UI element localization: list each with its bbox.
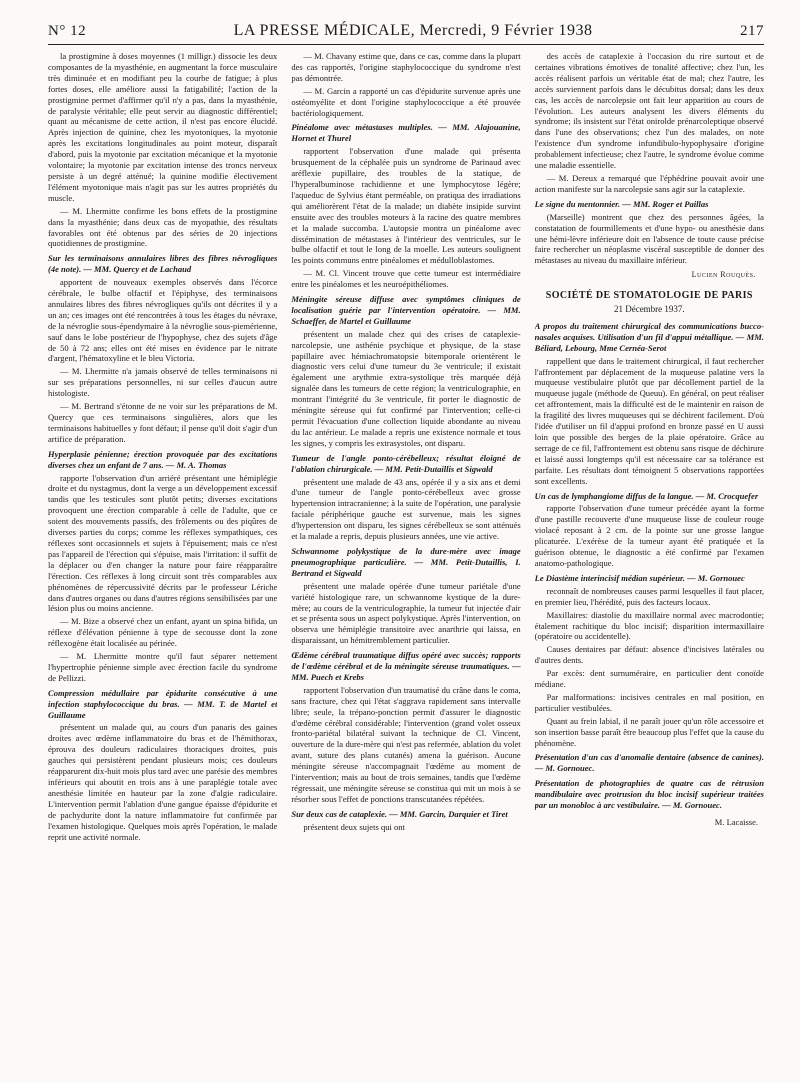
article-heading: Compression médullaire par épidurite consécutive à une infection staphylococcique du bras. — MM. T. de Martel et Guillaume (48, 687, 278, 720)
paragraph: — M. Cl. Vincent trouve que cette tumeur est intermédiaire entre les pinéalomes et les neuroépithéliomes. (291, 268, 521, 290)
page-header (48, 22, 764, 45)
paragraph: Par excès: dent surnuméraire, en particulier dent conoïde médiane. (534, 668, 764, 690)
article-heading: Le Diastème interincisif médian supérieur. — M. Gornouec (534, 572, 745, 583)
column-3 (535, 51, 764, 1081)
author-signature: Lucien Rouquès. (691, 270, 756, 280)
paragraph: — M. Dereux a remarqué que l'éphédrine pouvait avoir une action manifeste sur la narcolepsie sans agir sur la cataplexie. (534, 172, 764, 194)
paragraph: — M. Lhermitte n'a jamais observé de telles terminaisons ni sur ses préparations personnelles, ni sur celles d'aucun autre histologiste. (48, 366, 278, 399)
article-heading: Schwannome polykystique de la dure-mère avec image pneumographique particulière. — MM. Petit-Dutaillis, I. Bertrand et Sigwald (291, 545, 521, 578)
paragraph: reconnaît de nombreuses causes parmi lesquelles il faut placer, en premier lieu, l'hérédité, puis des facteurs locaux. (534, 585, 764, 607)
paragraph: des accès de cataplexie à l'occasion du rire surtout et de certaines vibrations émotives de tonalité affective; chez l'un, les accès réalisent parfois un véritable état de mal; chez l'autre, les accès surviennent parfois dans le décubitus dorsal; dans les deux cas, les accès de narcolepsie ont fait leur apparition au cours de l'évolution. Les auteurs analysent les divers éléments du syndrome; ils insistent sur l'état onirolde prénarcoleptique observé dans l'une des observations; chez l'un des malades, on note l'existence d'un syndrome infundibulo-hypophysaire d'origine probablement infectieuse; chez l'autre, le syndrome évolue comme une maladie essentielle. (534, 51, 764, 171)
paragraph: apportent de nouveaux exemples observés dans l'écorce cérébrale, le bulbe olfactif et l'épiphyse, des terminaisons annulaires libres des fibres névrogliques qu'ils ont décrites il y a un an; ces images ont été rencontrées à tous les étages du névraxe, de la névroglie sous-épendymaire à la névroglie sous-piemérienne, sauf dans le lobe postérieur de l'hypophyse, chez des sujets d'âge de 50 à 72 ans; elles ont été mises en évidence par le nitrate d'argent, l'hématoxyline et le bleu Victoria. (48, 277, 278, 364)
page-number: 217 (739, 23, 764, 39)
paragraph: la prostigmine à doses moyennes (1 milligr.) dissocie les deux composantes de la myasthénie, en augmentant la force musculaire très diminuée et en modifiant peu la courbe de fatigue; à plus fortes doses, elle améliore aussi la fatigabilité; l'action de la prostigmine permet d'affirmer qu'il n'y a pas, dans la myasthénie, de paralysie véritable; elle peut servir au diagnostic différentiel; quant au mécanisme de cette action, il n'est pas encore élucidé. Après injection de quinine, chez les myotoniques, la myotonie après les excitations longitudinales au point moteur, disparaît d'abord, puis la myotonie par excitation mécanique et la myotonie volontaire; la myotonie par excitation intense des troncs nerveux persiste à un degré atténué; la quinine modifie électivement l'élément myotonique mais n'agit pas sur les autres propriétés du muscle. (48, 51, 278, 203)
section-title: SOCIÉTÉ DE STOMATOLOGIE DE PARIS (545, 290, 753, 302)
article-heading: Présentation d'un cas d'anomalie dentaire (absence de canines). — M. Gornouec. (534, 752, 764, 774)
paragraph: — M. Lhermitte montre qu'il faut séparer nettement l'hypertrophie pénienne simple avec érection facile du syndrome de Pellizzi. (48, 651, 278, 683)
column-2 (291, 51, 520, 1081)
paragraph: rapporte l'observation d'un arriéré présentant une hémiplégie droite et du nystagmus, dont la verge a un développement excessif tandis que les testicules sont plutôt petits; diverses excitations provoquent une érection comparable à celle de l'adulte, que ce soient des mouvements passifs, des frôlements ou des piqûres de diverses parties du corps; comme les réflexes sympathiques, ces réflexes sont occasionnels et sujets à l'épuisement; mais ce n'est pas l'appareil de l'érection qui s'épuise, mais l'irritation: il suffit de la déplacer ou d'en changer la nature pour faire réapparaître l'érection. Ces réflexes à long circuit sont très comparables aux phénomènes de répercussivité décrits par le professeur Lériche dans d'autres organes ou dans d'autres régions sensibilisées par une lésion plus ou moins ancienne. (48, 472, 278, 614)
paragraph: Maxillaires: diastolie du maxillaire normal avec macrodontie; étalement rachitique du bloc incisif; disparition intermaxillaire (opératoire ou accidentelle). (534, 609, 764, 642)
issue-number: N° 12 (48, 23, 87, 39)
paragraph: rappellent que dans le traitement chirurgical, il faut rechercher l'affrontement par déplacement de la muqueuse palatine vers la muqueuse vestibulaire plutôt que par décollement partiel de la muqueuse jugale (méthode de Queuu). En général, on peut réaliser cet affrontement, mais la difficulté est de le maintenir en raison de la fragilité des livres muqueuses qui se déchirent facilement. D'où l'idée d'utiliser un fil d'appui profond en bronze passé en U aussi loin que possible des berges de la plaie opératoire. Grâce au serrage de ce fil, l'affrontement est obtenu sans risque de déchirure et laissé aussi longtemps qu'il est nécessaire car sa tolérance est parfaite. Les résultats dont témoignent 5 observations rapportées sont excellents. (534, 355, 764, 486)
paragraph: rapportent l'observation d'une malade qui présenta brusquement de la céphalée puis un syndrome de Parinaud avec aréflexie pupillaire, des troubles de la statique, de l'hyperalbuminose rachidienne et une lymphocytose légère; l'aqueduc de Sylvius étant perméable, on pratiqua des irradiations qui améliorèrent l'état de la malade; un diabète insipide survint ensuite avec des troubles moteurs à la racine des quatre membres et la malade succomba. L'autopsie montra un pinéalome avec dissémination de métastases à l'intérieur des ventricules, sur le bulbe olfactif et tout le long de la moelle. Les auteurs soulignent les points communs entre pinéalomes et médulloblastomes. (291, 146, 521, 266)
paragraph: — M. Lhermitte confirme les bons effets de la prostigmine dans la myasthénie; dans deux cas de myopathie, des résultats favorables ont été obtenus par des séries de 20 injections quotidiennes de prostigmine. (48, 205, 278, 249)
paragraph: — M. Garcin a rapporté un cas d'épidurite survenue après une ostéomyélite et dont l'origine staphylococcique a été prouvée bactériologiquement. (291, 85, 521, 118)
paragraph: présentent deux sujets qui ont (303, 821, 405, 832)
paragraph: (Marseille) montrent que chez des personnes âgées, la constatation de fourmillements et d'une hypo- ou anesthésie dans une hémi-lèvre inférieure doit en l'absence de toute cause précise faire rechercher un néoplasme viscéral susceptible de donner des métastases au niveau du maxillaire inférieur. (534, 211, 764, 266)
paragraph: présentent un malade qui, au cours d'un panaris des gaines droites avec œdème inflammatoire du bras et de l'hémithorax, éprouva des douleurs radiculaires thoraciques droites, puis gauches qui persistèrent pendant plusieurs mois; ces douleurs réapparurent dix-huit mois plus tard avec une parésie des membres inférieurs qui aboutit en trois ans à une paraplégie totale avec anesthésie limitée en hauteur par la zone d'algie radiculaire. L'intervention permit l'ablation d'une gangue épaisse d'épidurite et de pachydurite dont la nature inflammatoire fut confirmée par l'examen histologique. Quelques mois après l'opération, le malade reprit une activité normale. (48, 722, 278, 842)
paragraph: rapportent l'observation d'un traumatisé du crâne dans le coma, sans fracture, chez qui l'état s'aggrava rapidement sans intervalle libre; seule, la trépano-ponction permit d'assurer le diagnostic d'œdème cérébral considérable; l'intervention (grand volet osseux fronto-pariétal bilatéral suivant la technique de Cl. Vincent, ouverture de la dure-mère qui n'est pas refermée, ablation du volet avant, suture des plans cutanés) amena la guérison. Aucune méningite séreuse n'accompagnait l'œdème au moment de l'intervention; mais au bout de trois semaines, tandis que l'œdème régressait, une méningite séreuse se constitua qui mit un mois à se résorber sous l'effet de ponctions transcutanées répétées. (291, 684, 521, 804)
publication-title: LA PRESSE MÉDICALE, Mercredi, 9 Février 1938 (233, 22, 593, 39)
article-heading: Sur deux cas de cataplexie. — MM. Garcin, Darquier et Tiret (291, 808, 508, 819)
article-heading: Œdème cérébral traumatique diffus opéré avec succès; rapports de l'œdème cérébral et de la méningite séreuse traumatiques. — MM. Puech et Krebs (291, 650, 521, 682)
paragraph: Par malformations: incisives centrales en mal position, en particulier vestibulées. (534, 691, 764, 713)
paragraph: — M. Bize a observé chez un enfant, ayant un spina bifida, un réflexe d'élévation pénienne à type de secousse dont la zone réflexogène était localisée au périnée. (48, 616, 278, 649)
paragraph: présentent une malade de 43 ans, opérée il y a six ans et demi d'une tumeur de l'angle ponto-cérébelleux avec grosse hypertension intracranienne; à la suite de l'opération, une paralysie faciale périphérique gauche est survenue, mais les signes d'hypertension ont disparu, les signes cérébelleux se sont atténués et la malade a repris, depuis plusieurs années, une vie active. (291, 476, 521, 542)
section-date: 21 Décembre 1937. (613, 304, 685, 315)
author-signature: M. Lacaisse. (714, 817, 758, 827)
paragraph: présentent un malade chez qui des crises de cataplexie-narcolepsie, une asthénie psychique et physique, de la stase papillaire avec hémiachromatopsie bitemporale orientèrent le diagnostic vers celui d'une tumeur du 3e ventricule; il existait également une arythmie extra-systolique très marquée déjà signalée dans les tumeurs de cette région; la ventriculographie, en montrant l'intégrité du 3e ventricule, fit porter le diagnostic de méningite séreuse qui fut confirmé par l'intervention; celle-ci permit l'évacuation d'une collection liquide abondante au niveau du lac antérieur. Le malade a repris une existence normale et tous les signes, y compris les extrasystoles, ont disparu. (291, 328, 521, 448)
article-heading: Sur les terminaisons annulaires libres des fibres névrogliques (4e note). — MM. Quercy et de Lachaud (48, 253, 278, 275)
column-1 (48, 51, 277, 1081)
article-heading: Pinéalome avec métastases multiples. — MM. Alajouanine, Hornet et Thurel (291, 122, 521, 144)
article-heading: Hyperplasie pénienne; érection provoquée par des excitations diverses chez un enfant de 7 ans. — M. A. Thomas (48, 448, 278, 470)
article-heading: Présentation de photographies de quatre cas de rétrusion mandibulaire avec protrusion du bloc incisif supérieur traitées par un monobloc à arc vestibulaire. — M. Gornouec. (534, 778, 764, 811)
paragraph: rapporte l'observation d'une tumeur précédée ayant la forme d'une pastille recouverte d'une muqueuse lisse de couleur rouge violacé reposant à 2 cm. de la pointe sur une grosse langue plicaturée. L'exérèse de la tumeur ayant été pratiquée et la guérison obtenue, le diagnostic a été confirmé par l'examen anatomo-pathologique. (534, 503, 764, 568)
paragraph: présentent une malade opérée d'une tumeur pariétale d'une variété histologique rare, un schwannome kystique de la dure-mère; au cours de la ventriculographie, la tumeur fut injectée d'air et se présenta sous un aspect polykystique. Après l'intervention, on observa une hémiplégie transitoire avec anarthrie qui laissa, en disparaissant, un hémitremblement particulier. (291, 580, 521, 646)
article-heading: A propos du traitement chirurgical des communications bucco-nasales acquises. Utilisation d'un fil d'appui métallique. — MM. Béliard, Lebourg, Mme Cernéa-Serot (534, 320, 764, 353)
paragraph: — M. Bertrand s'étonne de ne voir sur les préparations de M. Quercy que ces terminaisons singulières, alors que les terminaisons habituelles y font défaut; il pense qu'il doit s'agir d'un artifice de préparation. (48, 401, 278, 444)
article-heading: Tumeur de l'angle ponto-cérébelleux; résultat éloigné de l'ablation chirurgicale. — MM. Petit-Dutaillis et Sigwald (291, 452, 521, 474)
paragraph: Causes dentaires par défaut: absence d'incisives latérales ou d'autres dents. (534, 644, 764, 666)
article-heading: Méningite séreuse diffuse avec symptômes cliniques de localisation guérie par l'intervention opératoire. — MM. Schaeffer, de Martel et Guillaume (291, 294, 521, 326)
paragraph: Quant au frein labial, il ne paraît jouer qu'un rôle accessoire et son insertion basse paraît être beaucoup plus l'effet que la cause du phénomène. (534, 715, 764, 748)
paragraph: — M. Chavany estime que, dans ce cas, comme dans la plupart des cas rapportés, l'origine staphylococcique du syndrome n'est pas démontrée. (291, 51, 521, 83)
article-heading: Un cas de lymphangiome diffus de la langue. — M. Crocquefer (534, 490, 759, 501)
article-heading: Le signe du mentonnier. — MM. Roger et Paillas (534, 198, 709, 209)
columns (48, 51, 764, 1081)
